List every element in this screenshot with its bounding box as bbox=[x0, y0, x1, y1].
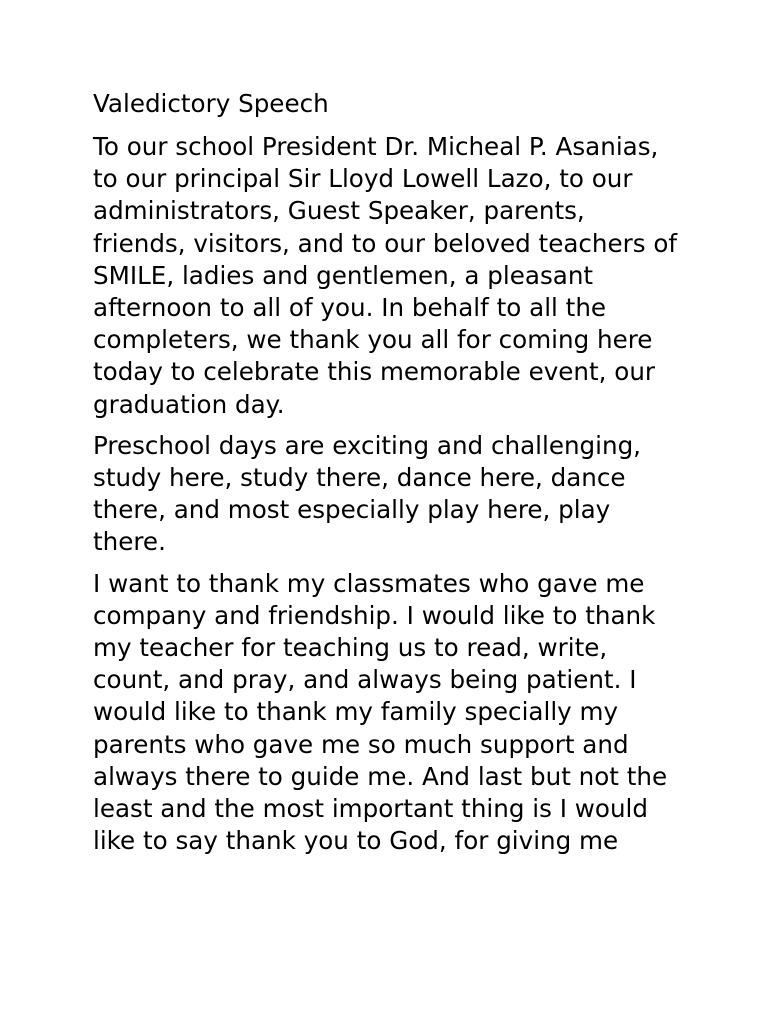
document-body bbox=[93, 84, 683, 866]
document-title: Valedictory Speech bbox=[93, 89, 329, 118]
paragraph-greeting: To our school President Dr. Micheal P. Asanias, to our principal Sir Lloyd Lowell Lazo, to our administrators, Guest Speaker, parents, friends, visitors, and to our beloved teachers of SMILE, ladies and gentlemen, a pleasant afternoon to all of you. In behalf to all the completers, we thank you all for coming here today to celebrate this memorable event, our graduation day. bbox=[93, 132, 678, 419]
paragraph-preschool-days: Preschool days are exciting and challenging, study here, study there, dance here, dance there, and most especially play here, play there. bbox=[93, 430, 642, 557]
paragraph-thanks: I want to thank my classmates who gave me company and friendship. I would like to thank my teacher for teaching us to read, write, count, and pray, and always being patient. I would like to thank my family specially my parents who gave me so much support and always there to guide me. And last but not the least and the most important thing is I would like to say thank you to God, for giving me bbox=[93, 568, 668, 856]
